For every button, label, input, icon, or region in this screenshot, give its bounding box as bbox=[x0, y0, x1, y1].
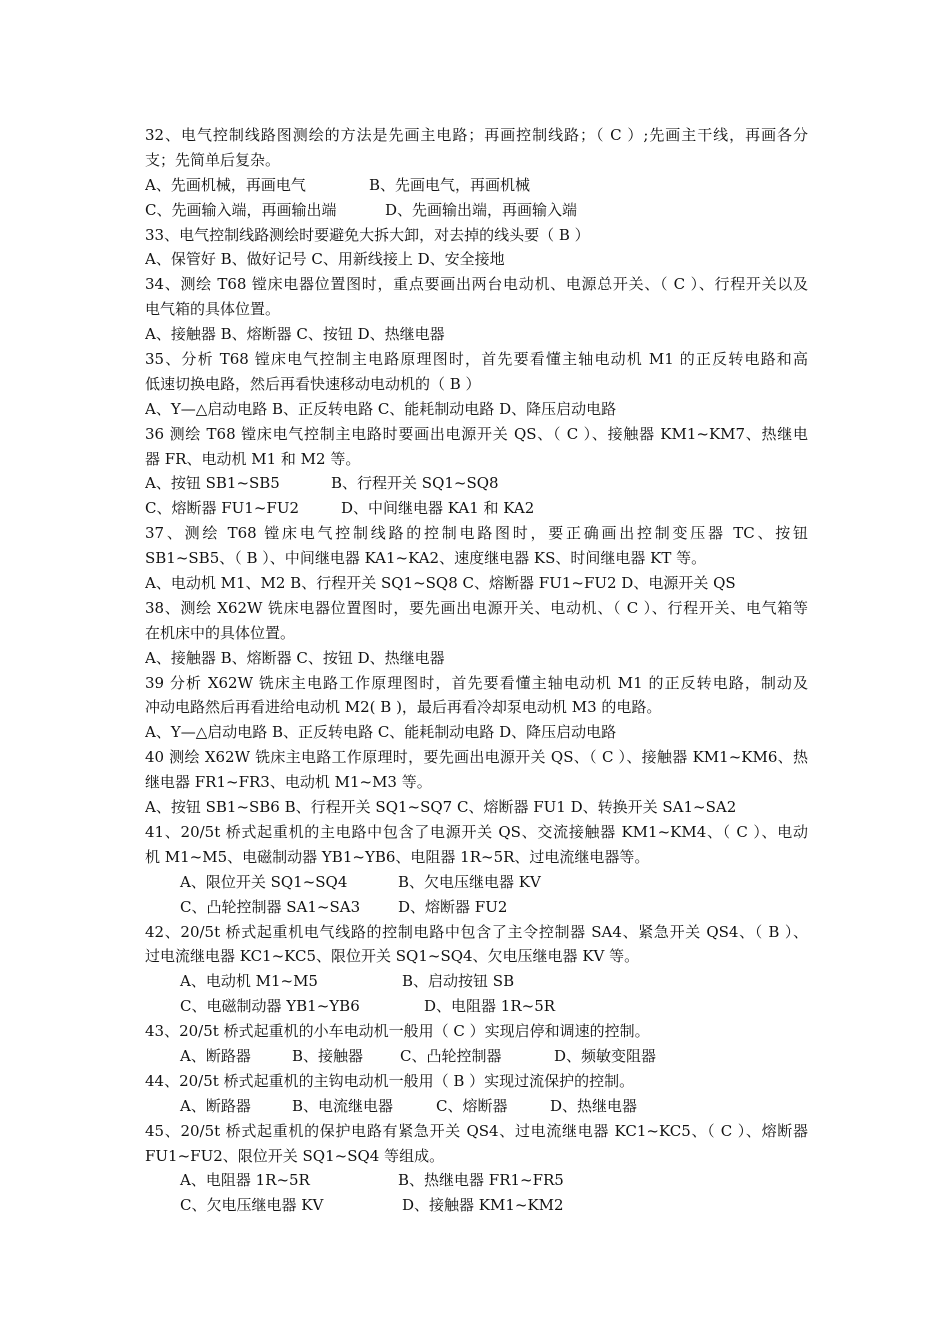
option-a: A、电动机 M1~M5 bbox=[180, 972, 318, 991]
question-stem-line: 35、分析 T68 镗床电气控制主电路原理图时，首先要看懂主轴电动机 M1 的正反转电路和高 bbox=[145, 350, 808, 369]
option-a: A、限位开关 SQ1~SQ4 bbox=[180, 872, 348, 891]
document-page bbox=[145, 123, 808, 1218]
question-stem-line: 45、20/5t 桥式起重机的保护电路有紧急开关 QS4、过电流继电器 KC1~KC5、（ C ）、熔断器 bbox=[145, 1121, 808, 1140]
option-row bbox=[145, 198, 808, 223]
option-row bbox=[145, 1094, 808, 1119]
option-row bbox=[145, 496, 808, 521]
question-stem-line: 36 测绘 T68 镗床电气控制主电路时要画出电源开关 QS、（ C ）、接触器 KM1~KM7、热继电 bbox=[145, 424, 808, 443]
option-row bbox=[145, 1193, 808, 1218]
question-39 bbox=[145, 671, 808, 746]
question-32 bbox=[145, 123, 808, 223]
question-stem-line: 低速切换电路，然后再看快速移动电动机的（ B ） bbox=[145, 374, 481, 393]
option-b: B、热继电器 FR1~FR5 bbox=[398, 1171, 564, 1190]
question-35 bbox=[145, 347, 808, 422]
question-stem-line: 在机床中的具体位置。 bbox=[145, 623, 296, 642]
question-stem-line: 37、测绘 T68 镗床电气控制线路的控制电路图时，要正确画出控制变压器 TC、按钮 bbox=[145, 524, 808, 543]
option-b: B、欠电压继电器 KV bbox=[398, 872, 541, 891]
option-b: B、启动按钮 SB bbox=[402, 972, 515, 991]
option-b: B、电流继电器 bbox=[292, 1096, 394, 1115]
question-stem-line: 39 分析 X62W 铣床主电路工作原理图时，首先要看懂主轴电动机 M1 的正反转电路，制动及 bbox=[145, 673, 808, 692]
option-row: A、接触器 B、熔断器 C、按钮 D、热继电器 bbox=[145, 325, 445, 344]
question-36 bbox=[145, 422, 808, 522]
option-b: B、行程开关 SQ1~SQ8 bbox=[331, 474, 499, 493]
question-stem-line: 冲动电路然后再看进给电动机 M2( B )，最后再看冷却泵电动机 M3 的电路。 bbox=[145, 698, 662, 717]
option-a: A、按钮 SB1~SB5 bbox=[145, 474, 280, 493]
option-d: D、电阻器 1R~5R bbox=[424, 997, 556, 1016]
option-row bbox=[145, 1168, 808, 1193]
question-stem-line: 44、20/5t 桥式起重机的主钩电动机一般用（ B ）实现过流保护的控制。 bbox=[145, 1071, 635, 1090]
option-d: D、先画输出端，再画输入端 bbox=[385, 200, 578, 219]
question-stem-line: 41、20/5t 桥式起重机的主电路中包含了电源开关 QS、交流接触器 KM1~KM4、（ C ）、电动 bbox=[145, 822, 808, 841]
question-stem-line: SB1~SB5、（ B ）、中间继电器 KA1~KA2、速度继电器 KS、时间继电器 KT 等。 bbox=[145, 549, 707, 568]
option-row: A、Y—△启动电路 B、正反转电路 C、能耗制动电路 D、降压启动电路 bbox=[145, 723, 617, 742]
option-c: C、凸轮控制器 bbox=[400, 1046, 502, 1065]
question-42 bbox=[145, 920, 808, 1020]
option-row bbox=[145, 994, 808, 1019]
option-b: B、接触器 bbox=[292, 1046, 364, 1065]
option-c: C、凸轮控制器 SA1~SA3 bbox=[180, 897, 361, 916]
question-33 bbox=[145, 223, 808, 273]
question-stem-line: 支；先简单后复杂。 bbox=[145, 150, 281, 169]
option-row: A、电动机 M1、M2 B、行程开关 SQ1~SQ8 C、熔断器 FU1~FU2 D、电源开关 QS bbox=[145, 574, 736, 593]
question-stem-line: 43、20/5t 桥式起重机的小车电动机一般用（ C ）实现启停和调速的控制。 bbox=[145, 1022, 650, 1041]
option-d: D、接触器 KM1~KM2 bbox=[402, 1196, 564, 1215]
option-b: B、先画电气，再画机械 bbox=[369, 175, 531, 194]
option-row: A、接触器 B、熔断器 C、按钮 D、热继电器 bbox=[145, 648, 445, 667]
question-stem-line: 电气箱的具体位置。 bbox=[145, 300, 281, 319]
question-stem-line: 32、电气控制线路图测绘的方法是先画主电路；再画控制线路；（ C ）;先画主干线，再画各分 bbox=[145, 126, 808, 144]
option-d: D、热继电器 bbox=[550, 1096, 638, 1115]
question-37 bbox=[145, 521, 808, 596]
option-row: A、Y—△启动电路 B、正反转电路 C、能耗制动电路 D、降压启动电路 bbox=[145, 399, 617, 418]
option-c: C、熔断器 FU1~FU2 bbox=[145, 499, 299, 518]
option-row bbox=[145, 173, 808, 198]
option-c: C、欠电压继电器 KV bbox=[180, 1196, 324, 1215]
question-44 bbox=[145, 1069, 808, 1119]
option-a: A、先画机械，再画电气 bbox=[145, 175, 306, 194]
question-41 bbox=[145, 820, 808, 920]
question-stem-line: 38、测绘 X62W 铣床电器位置图时，要先画出电源开关、电动机、（ C ）、行程开关、电气箱等 bbox=[145, 598, 808, 617]
question-stem-line: FU1~FU2、限位开关 SQ1~SQ4 等组成。 bbox=[145, 1146, 445, 1165]
option-a: A、断路器 bbox=[180, 1046, 251, 1065]
question-stem-line: 40 测绘 X62W 铣床主电路工作原理时，要先画出电源开关 QS、（ C ）、接触器 KM1~KM6、热 bbox=[145, 748, 808, 767]
question-stem-line: 42、20/5t 桥式起重机电气线路的控制电路中包含了主令控制器 SA4、紧急开关 QS4、（ B ）、 bbox=[145, 922, 808, 941]
option-row bbox=[145, 895, 808, 920]
option-row bbox=[145, 471, 808, 496]
option-row bbox=[145, 1044, 808, 1069]
option-c: C、先画输入端，再画输出端 bbox=[145, 200, 337, 219]
question-43 bbox=[145, 1019, 808, 1069]
option-a: A、断路器 bbox=[180, 1096, 251, 1115]
question-45 bbox=[145, 1119, 808, 1219]
question-stem-line: 34、测绘 T68 镗床电器位置图时，重点要画出两台电动机、电源总开关、（ C ）、行程开关以及 bbox=[145, 275, 808, 294]
question-stem-line: 器 FR、电动机 M1 和 M2 等。 bbox=[145, 449, 361, 468]
question-38 bbox=[145, 596, 808, 671]
option-row bbox=[145, 870, 808, 895]
option-d: D、频敏变阻器 bbox=[554, 1046, 657, 1065]
option-c: C、熔断器 bbox=[436, 1096, 508, 1115]
question-stem-line: 继电器 FR1~FR3、电动机 M1~M3 等。 bbox=[145, 773, 432, 792]
question-stem-line: 过电流继电器 KC1~KC5、限位开关 SQ1~SQ4、欠电压继电器 KV 等。 bbox=[145, 947, 640, 966]
option-row bbox=[145, 969, 808, 994]
question-34 bbox=[145, 272, 808, 347]
option-d: D、熔断器 FU2 bbox=[398, 897, 508, 916]
option-row: A、按钮 SB1~SB6 B、行程开关 SQ1~SQ7 C、熔断器 FU1 D、转换开关 SA1~SA2 bbox=[145, 798, 737, 817]
question-stem-line: 33、电气控制线路测绘时要避免大拆大卸，对去掉的线头要（ B ） bbox=[145, 225, 590, 244]
option-a: A、电阻器 1R~5R bbox=[180, 1171, 310, 1190]
option-d: D、中间继电器 KA1 和 KA2 bbox=[341, 499, 535, 518]
question-40 bbox=[145, 745, 808, 820]
question-stem-line: 机 M1~M5、电磁制动器 YB1~YB6、电阻器 1R~5R、过电流继电器等。 bbox=[145, 847, 650, 866]
option-c: C、电磁制动器 YB1~YB6 bbox=[180, 997, 360, 1016]
option-row: A、保管好 B、做好记号 C、用新线接上 D、安全接地 bbox=[145, 250, 505, 269]
